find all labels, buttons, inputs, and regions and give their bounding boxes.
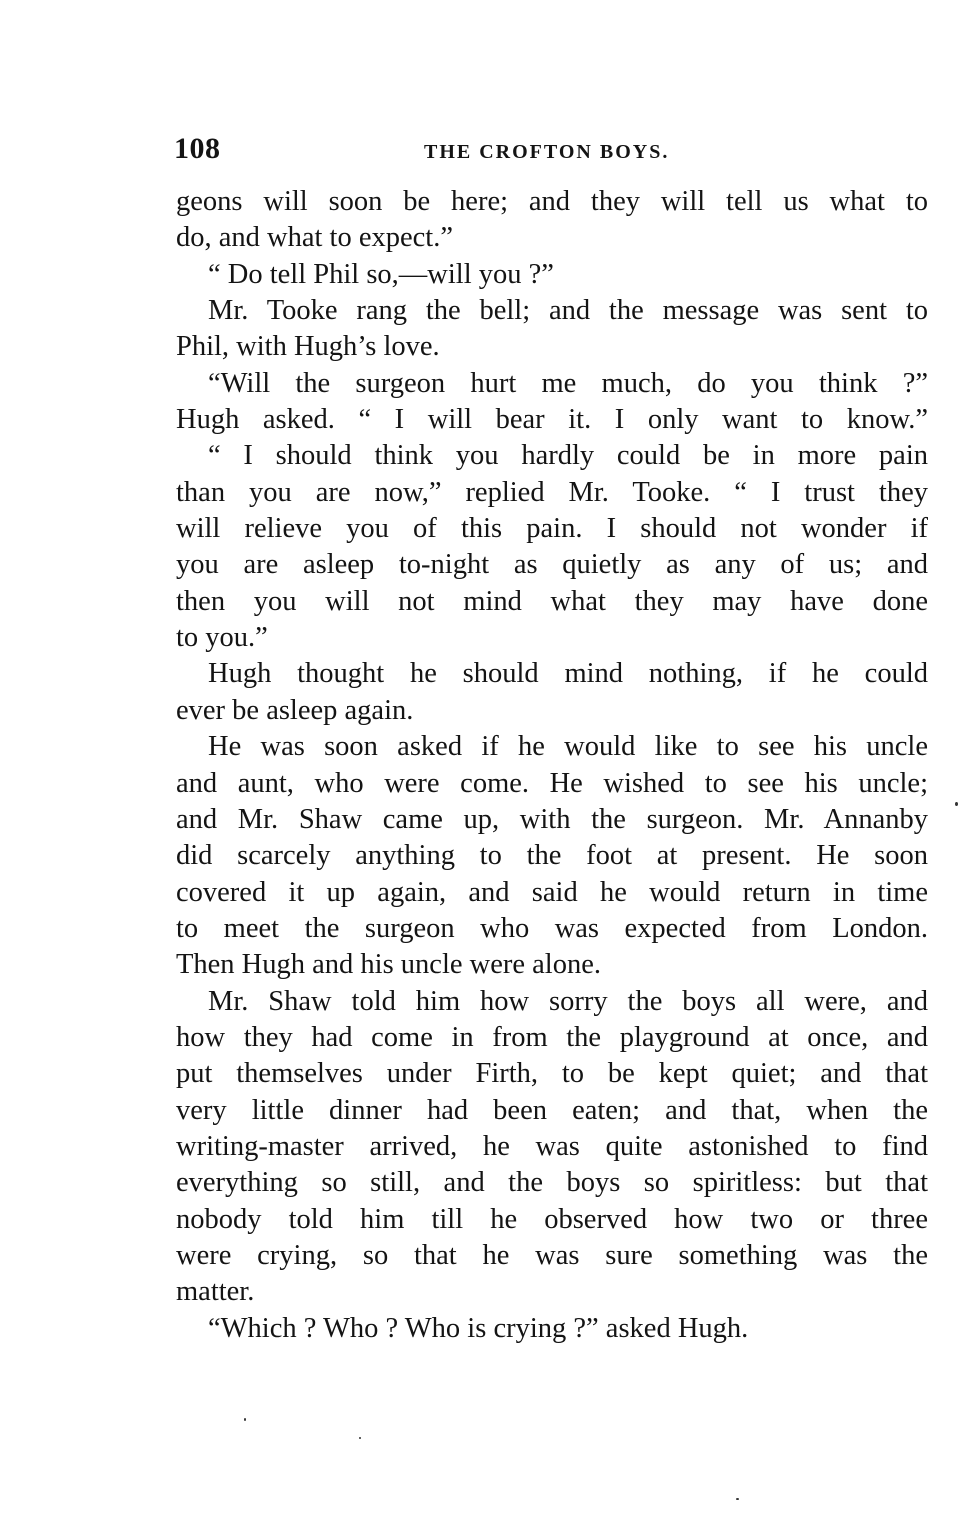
text-line: He was soon asked if he would like to see his uncle (208, 731, 928, 763)
text-line: Mr. Tooke rang the bell; and the message was sent to (208, 295, 928, 327)
text-line: Then Hugh and his uncle were alone. (176, 949, 601, 981)
text-line: to meet the surgeon who was expected from London. (176, 912, 928, 944)
text-line: “Will the surgeon hurt me much, do you think ?” (208, 367, 928, 399)
text-line: then you will not mind what they may have done (176, 585, 928, 617)
text-line: will relieve you of this pain. I should not wonder if (176, 513, 928, 545)
text-line: and aunt, who were come. He wished to see his uncle; (176, 767, 928, 799)
running-title: THE CROFTON BOYS. (424, 141, 670, 163)
text-line: do, and what to expect.” (176, 222, 453, 254)
text-line: Hugh asked. “ I will bear it. I only want to know.” (176, 404, 928, 436)
text-line: Hugh thought he should mind nothing, if he could (208, 658, 928, 690)
text-line: did scarcely anything to the foot at present. He soon (176, 840, 928, 872)
text-line: geons will soon be here; and they will tell us what to (176, 186, 928, 217)
text-line: nobody told him till he observed how two or three (176, 1203, 928, 1235)
text-line: “Which ? Who ? Who is crying ?” asked Hugh. (208, 1312, 749, 1344)
text-line: than you are now,” replied Mr. Tooke. “ I trust they (176, 476, 928, 508)
text-line: matter. (176, 1276, 255, 1308)
text-line: you are asleep to-night as quietly as any of us; and (176, 549, 928, 581)
scan-speck (736, 1498, 739, 1500)
text-line: to you.” (176, 622, 268, 654)
text-line: “ Do tell Phil so,—will you ?” (208, 258, 554, 290)
text-line: very little dinner had been eaten; and that, when the (176, 1094, 928, 1126)
page-number: 108 (174, 132, 221, 165)
text-line: covered it up again, and said he would return in time (176, 876, 928, 908)
text-line: were crying, so that he was sure something was the (176, 1239, 928, 1271)
body-text (176, 184, 928, 1347)
text-line: Phil, with Hugh’s love. (176, 331, 440, 363)
text-line: put themselves under Firth, to be kept quiet; and that (176, 1058, 928, 1090)
text-line: Mr. Shaw told him how sorry the boys all were, and (208, 985, 928, 1017)
text-line: and Mr. Shaw came up, with the surgeon. Mr. Annanby (176, 803, 928, 835)
text-line: how they had come in from the playground at once, and (176, 1021, 928, 1053)
scan-speck (244, 1418, 246, 1421)
text-line: “ I should think you hardly could be in more pain (208, 440, 928, 472)
text-line: ever be asleep again. (176, 694, 414, 726)
scan-speck (359, 1437, 361, 1439)
text-line: writing-master arrived, he was quite astonished to find (176, 1130, 928, 1162)
text-line: everything so still, and the boys so spiritless: but that (176, 1167, 928, 1199)
